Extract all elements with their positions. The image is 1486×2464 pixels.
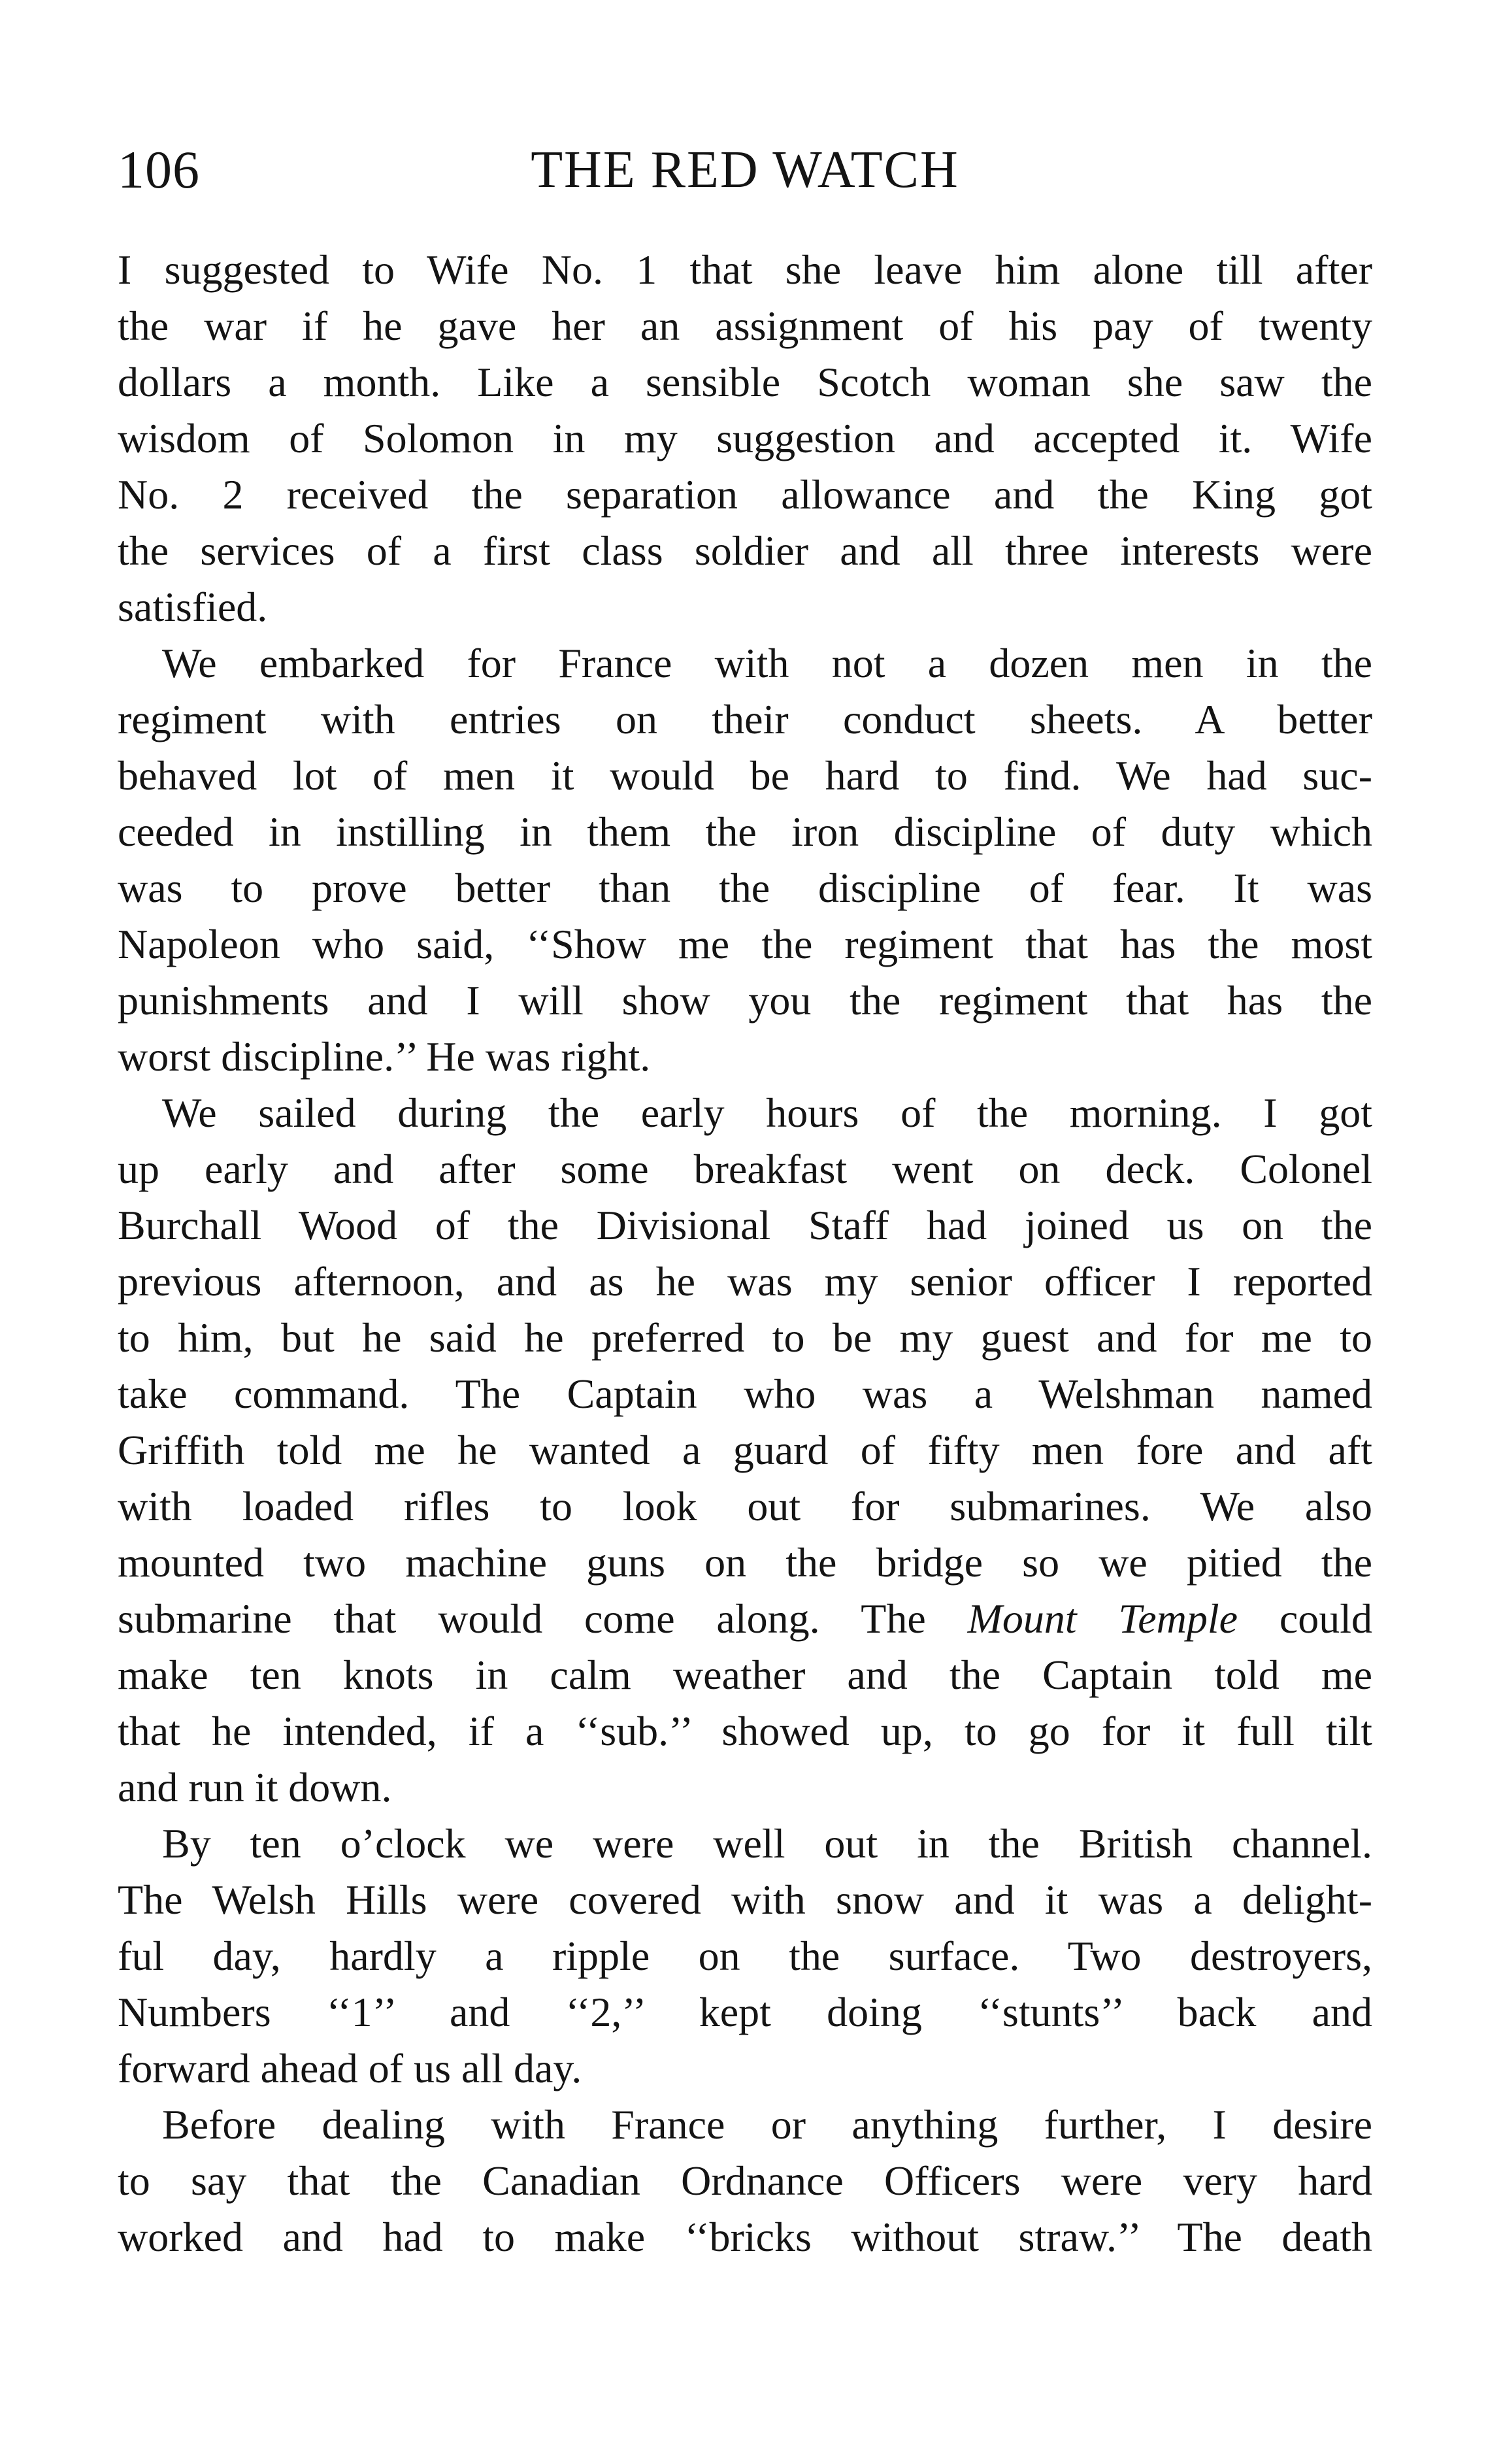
text-line: Before dealing with France or anything further, I desire bbox=[162, 2101, 1372, 2148]
running-title: THE RED WATCH bbox=[531, 141, 959, 199]
text-line: ceeded in instilling in them the iron discipline of duty which bbox=[118, 808, 1372, 855]
text-segment: could bbox=[1238, 1595, 1372, 1642]
text-line: that he intended, if a ‘‘sub.’’ showed up, to go for it full tilt bbox=[118, 1708, 1372, 1754]
text-line: No. 2 received the separation allowance and the King got bbox=[118, 471, 1372, 518]
text-line: the services of a first class soldier and all three interests were bbox=[118, 527, 1372, 574]
text-line: with loaded rifles to look out for submarines. We also bbox=[118, 1483, 1372, 1529]
text-line: Numbers ‘‘1’’ and ‘‘2,’’ kept doing ‘‘stunts’’ back and bbox=[118, 1989, 1372, 2035]
text-line: to him, but he said he preferred to be my guest and for me to bbox=[118, 1314, 1372, 1361]
text-line: worked and had to make ‘‘bricks without straw.’’ The death bbox=[118, 2214, 1372, 2260]
text-line: worst discipline.’’ He was right. bbox=[118, 1033, 651, 1080]
text-line: ful day, hardly a ripple on the surface. Two destroyers, bbox=[118, 1933, 1372, 1979]
text-line: mounted two machine guns on the bridge so we pitied the bbox=[118, 1539, 1372, 1586]
ship-name: Mount Temple bbox=[967, 1595, 1238, 1642]
body-text bbox=[118, 242, 1372, 2265]
text-line: up early and after some breakfast went on deck. Colonel bbox=[118, 1146, 1372, 1192]
text-line: We embarked for France with not a dozen men in the bbox=[162, 640, 1372, 686]
paragraph-4 bbox=[118, 1816, 1372, 2097]
text-line: and run it down. bbox=[118, 1764, 392, 1810]
paragraph-5 bbox=[118, 2097, 1372, 2265]
text-line: behaved lot of men it would be hard to find. We had suc- bbox=[118, 752, 1372, 799]
text-line: dollars a month. Like a sensible Scotch woman she saw the bbox=[118, 359, 1372, 405]
text-line: satisfied. bbox=[118, 584, 268, 630]
paragraph-1 bbox=[118, 242, 1372, 635]
text-line: The Welsh Hills were covered with snow and it was a delight- bbox=[118, 1876, 1372, 1923]
text-line: wisdom of Solomon in my suggestion and accepted it. Wife bbox=[118, 415, 1372, 461]
text-line: forward ahead of us all day. bbox=[118, 2045, 582, 2091]
text-line: I suggested to Wife No. 1 that she leave him alone till after bbox=[118, 246, 1372, 293]
page-number: 106 bbox=[118, 140, 200, 199]
paragraph-3 bbox=[118, 1085, 1372, 1816]
text-line: was to prove better than the discipline of fear. It was bbox=[118, 865, 1372, 911]
text-line: previous afternoon, and as he was my senior officer I reported bbox=[118, 1258, 1372, 1305]
text-line: take command. The Captain who was a Welshman named bbox=[118, 1371, 1372, 1417]
paragraph-2 bbox=[118, 635, 1372, 1085]
text-line: Napoleon who said, ‘‘Show me the regiment that has the most bbox=[118, 921, 1372, 967]
text-line: make ten knots in calm weather and the Captain told me bbox=[118, 1652, 1372, 1698]
text-line: We sailed during the early hours of the morning. I got bbox=[162, 1090, 1372, 1136]
text-line: to say that the Canadian Ordnance Officers were very hard bbox=[118, 2157, 1372, 2204]
text-line: the war if he gave her an assignment of his pay of twenty bbox=[118, 303, 1372, 349]
text-line-with-ship-name bbox=[118, 1591, 1372, 1647]
text-line: regiment with entries on their conduct sheets. A better bbox=[118, 696, 1372, 742]
text-segment: submarine that would come along. The bbox=[118, 1595, 968, 1642]
text-line: punishments and I will show you the regiment that has the bbox=[118, 977, 1372, 1024]
running-head bbox=[118, 134, 1372, 206]
text-line: Griffith told me he wanted a guard of fifty men fore and aft bbox=[118, 1427, 1372, 1473]
text-line: Burchall Wood of the Divisional Staff had joined us on the bbox=[118, 1202, 1372, 1248]
text-line: By ten o’clock we were well out in the British channel. bbox=[162, 1820, 1372, 1867]
